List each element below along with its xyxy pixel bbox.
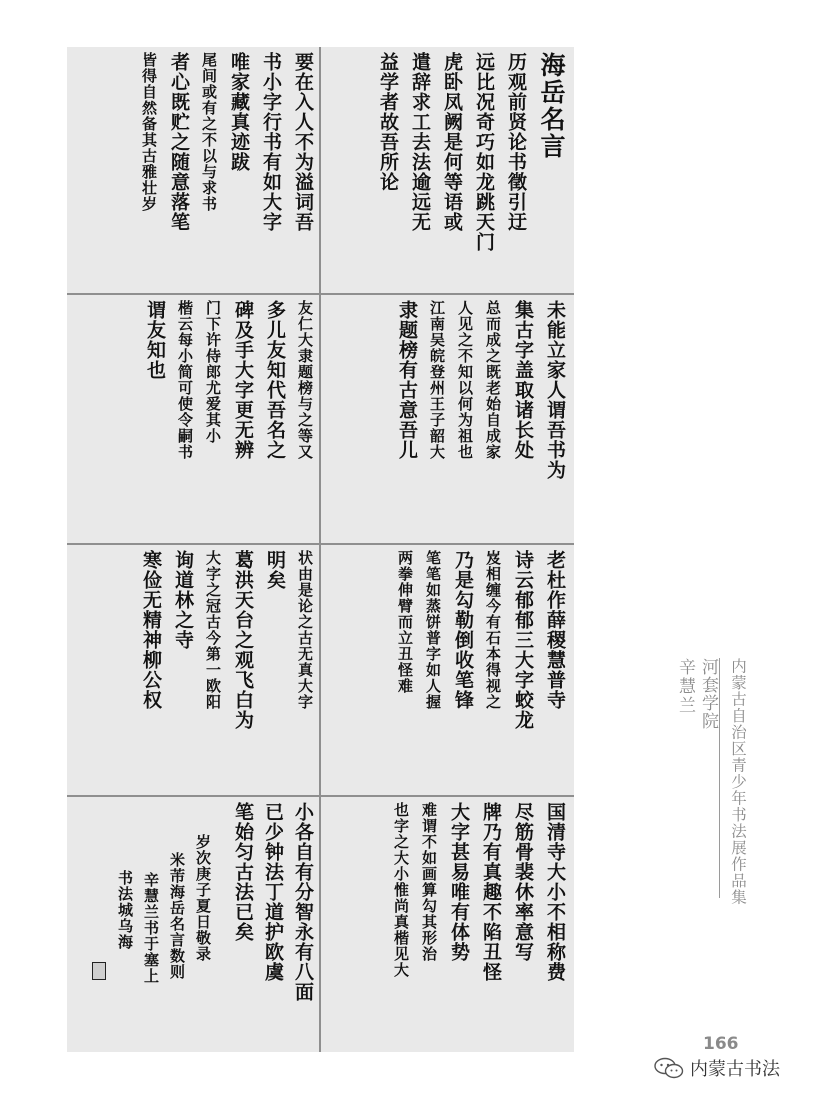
calligraphy-column: 海岳名言	[537, 52, 566, 160]
panel-2-left	[74, 300, 316, 540]
calligraphy-column: 者心既贮之随意落笔	[168, 52, 190, 232]
calligraphy-column: 寒俭无精神柳公权	[140, 550, 162, 710]
calligraphy-column: 大字之冠古今第一欧阳	[204, 550, 222, 710]
center-divider	[319, 47, 321, 1052]
calligraphy-column: 多儿友知代吾名之	[264, 300, 286, 460]
calligraphy-column: 楷云每小简可使令嗣书	[176, 300, 194, 460]
watermark-text: 内蒙古书法	[690, 1059, 780, 1080]
panel-1-right	[324, 52, 568, 290]
calligraphy-column: 谓友知也	[144, 300, 166, 380]
calligraphy-column: 远比况奇巧如龙跳天门	[473, 52, 495, 252]
calligraphy-column: 门下许侍郎尤爱其小	[204, 300, 222, 444]
panel-4-left	[74, 802, 316, 1048]
calligraphy-column: 岌相缠今有石本得视之	[484, 550, 502, 710]
school-name: 河套学院	[698, 658, 718, 730]
calligraphy-column: 总而成之既老始自成家	[484, 300, 502, 460]
calligraphy-column: 碑及手大字更无辨	[232, 300, 254, 460]
calligraphy-column: 遣辞求工去法逾远无	[409, 52, 431, 232]
calligraphy-column: 隶题榜有古意吾儿	[396, 300, 418, 460]
calligraphy-column: 国清寺大小不相称费	[544, 802, 566, 982]
calligraphy-column: 乃是勾勒倒收笔锋	[452, 550, 474, 710]
calligraphy-column: 书小字行书有如大字	[260, 52, 282, 232]
colophon-line: 米芾海岳名言数则	[168, 852, 186, 980]
colophon-line: 书法城乌海	[116, 870, 134, 950]
calligraphy-column: 询道林之寺	[172, 550, 194, 650]
calligraphy-column: 也字之大小惟尚真楷见大	[392, 802, 410, 978]
calligraphy-column: 人见之不知以何为祖也	[456, 300, 474, 460]
calligraphy-column: 皆得自然备其古雅壮岁	[140, 52, 158, 212]
colophon-line: 岁次庚子夏日敬录	[194, 834, 212, 962]
calligraphy-column: 小各自有分智永有八面	[292, 802, 314, 1002]
calligraphy-column: 集古字盖取诸长处	[512, 300, 534, 460]
calligraphy-column: 要在入人不为溢词吾	[292, 52, 314, 232]
author-name: 辛慧兰	[675, 658, 695, 715]
calligraphy-column: 历观前贤论书徵引迂	[505, 52, 527, 232]
calligraphy-column: 老杜作薛稷慧普寺	[544, 550, 566, 710]
panel-4-right	[324, 802, 568, 1048]
page-number: 166	[703, 1034, 739, 1054]
calligraphy-column: 牌乃有真趣不陷丑怪	[480, 802, 502, 982]
calligraphy-column: 未能立家人谓吾书为	[544, 300, 566, 480]
calligraphy-column: 益学者故吾所论	[377, 52, 399, 192]
calligraphy-column: 尽筋骨裴休率意写	[512, 802, 534, 962]
calligraphy-column: 难谓不如画算勾其形治	[420, 802, 438, 962]
book-title: 内蒙古自治区青少年书法展作品集	[729, 658, 747, 906]
calligraphy-column: 笔始匀古法已矣	[232, 802, 254, 942]
calligraphy-column: 两拳伸臂而立丑怪难	[396, 550, 414, 694]
panel-3-left	[74, 550, 316, 792]
calligraphy-column: 虎卧凤阙是何等语或	[441, 52, 463, 232]
calligraphy-column: 大字甚易唯有体势	[448, 802, 470, 962]
calligraphy-column: 尾间或有之不以与求书	[200, 52, 218, 212]
watermark	[654, 1055, 780, 1081]
calligraphy-column: 已少钟法丁道护欧虞	[262, 802, 284, 982]
calligraphy-column: 唯家藏真迹跋	[228, 52, 250, 172]
calligraphy-column: 友仁大隶题榜与之等又	[296, 300, 314, 460]
seal-stamp	[92, 962, 106, 980]
calligraphy-column: 诗云郁郁三大字蛟龙	[512, 550, 534, 730]
colophon-line: 辛慧兰书于塞上	[142, 872, 160, 984]
calligraphy-column: 状由是论之古无真大字	[296, 550, 314, 710]
calligraphy-column: 葛洪天台之观飞白为	[232, 550, 254, 730]
panel-1-left	[74, 52, 316, 290]
calligraphy-column: 笔笔如蒸饼普字如人握	[424, 550, 442, 710]
calligraphy-column: 明矣	[264, 550, 286, 590]
panel-2-right	[324, 300, 568, 540]
calligraphy-column: 江南吴皖登州王子韶大	[428, 300, 446, 460]
chat-bubbles-icon	[654, 1057, 684, 1079]
panel-3-right	[324, 550, 568, 792]
